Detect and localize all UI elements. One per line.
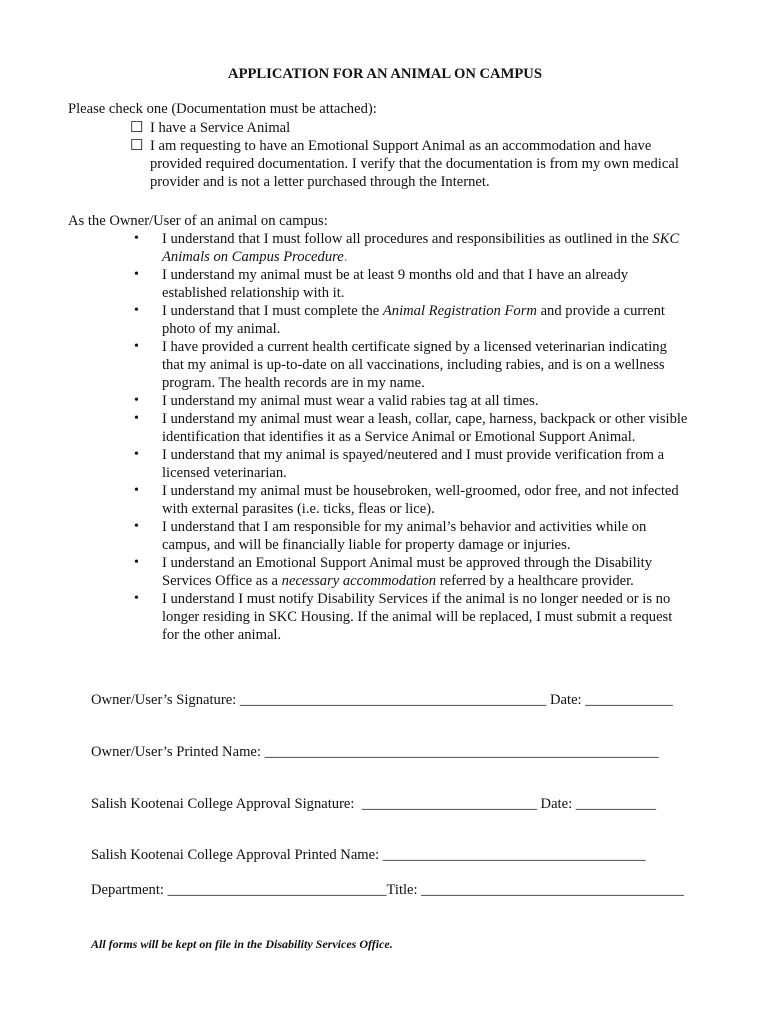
bullet-icon: • [134,393,139,408]
bullet-text: I understand that I am responsible for my animal’s behavior and activities while on campus, and will be financially liable for property damage or injuries. [162,519,647,553]
list-item [130,230,690,266]
form-name: Animal Registration Form [382,303,537,319]
list-item [130,302,690,338]
bullet-text: I understand my animal must be at least 9 months old and that I have an already established relationship with it. [162,267,629,301]
list-item [130,392,690,410]
list-item [130,446,690,482]
list-item [130,410,690,446]
bullet-text: I understand that I must complete the [162,303,383,319]
bullet-icon: • [134,267,139,282]
bullet-icon: • [134,231,139,246]
bullet-text: I understand that I must follow all procedures and responsibilities as outlined in the [162,231,653,247]
college-printed-name-line[interactable]: Salish Kootenai College Approval Printed Name: ____________________________________ [91,847,646,863]
bullet-text: I understand that my animal is spayed/neutered and I must provide verification from a licensed veterinarian. [162,447,665,481]
option-label: I am requesting to have an Emotional Support Animal as an accommodation and have provided required documentation. I verify that the documentation is from my own medical provider and is not a letter purchased through the Internet. [150,138,679,190]
bullet-icon: • [134,339,139,354]
bullet-icon: • [134,303,139,318]
owner-responsibilities-heading: As the Owner/User of an animal on campus: [68,213,328,229]
bullet-icon: • [134,447,139,462]
department-title-line[interactable]: Department: ______________________________Title: ____________________________________ [91,882,684,898]
bullet-text: and provide a current photo of my animal. [162,303,665,337]
bullet-text: I understand an Emotional Support Animal must be approved through the Disability Services Office as a [162,555,653,589]
option-emotional-support-animal[interactable] [130,137,690,191]
bullet-icon: • [134,519,139,534]
list-item [130,518,690,554]
option-service-animal[interactable] [130,119,690,137]
animal-type-options [130,119,690,191]
bullet-text: I have provided a current health certificate signed by a licensed veterinarian indicating that my animal is up-to-date on all vaccinations, including rabies, and is on a wellness program. The health records are in my name. [162,339,667,391]
bullet-text: . [343,249,348,265]
bullet-icon: • [134,591,139,606]
list-item [130,554,690,590]
list-item [130,482,690,518]
records-footnote: All forms will be kept on file in the Disability Services Office. [91,937,393,951]
bullet-icon: • [134,483,139,498]
bullet-text: I understand my animal must wear a valid rabies tag at all times. [162,393,539,409]
list-item [130,338,690,392]
bullet-text: I understand my animal must wear a leash, collar, cape, harness, backpack or other visible identification that identifies it as a Service Animal or Emotional Support Animal. [162,411,688,445]
owner-printed-name-line[interactable]: Owner/User’s Printed Name: ______________________________________________________ [91,744,659,760]
checkbox-icon[interactable]: ☐ [130,120,144,136]
procedure-title: SKC Animals on Campus Procedure [162,231,680,265]
bullet-text: I understand my animal must be housebroken, well-groomed, odor free, and not infected with external parasites (i.e. ticks, fleas or lice). [162,483,679,517]
form-title: APPLICATION FOR AN ANIMAL ON CAMPUS [228,66,542,82]
bullet-text: referred by a healthcare provider. [436,573,634,589]
list-item [130,590,690,644]
responsibilities-list [130,230,690,644]
checkbox-icon[interactable]: ☐ [130,138,144,154]
college-signature-line[interactable]: Salish Kootenai College Approval Signature: ________________________ Date: ___________ [91,796,657,812]
owner-signature-line[interactable]: Owner/User’s Signature: __________________________________________ Date: ____________ [91,692,673,708]
accommodation-term: necessary accommodation [281,573,437,589]
bullet-icon: • [134,411,139,426]
check-one-instruction: Please check one (Documentation must be attached): [68,101,377,117]
list-item [130,266,690,302]
bullet-text: I understand I must notify Disability Services if the animal is no longer needed or is no longer residing in SKC Housing. If the animal will be replaced, I must submit a request for the other animal. [162,591,673,643]
bullet-icon: • [134,555,139,570]
option-label: I have a Service Animal [150,120,291,136]
